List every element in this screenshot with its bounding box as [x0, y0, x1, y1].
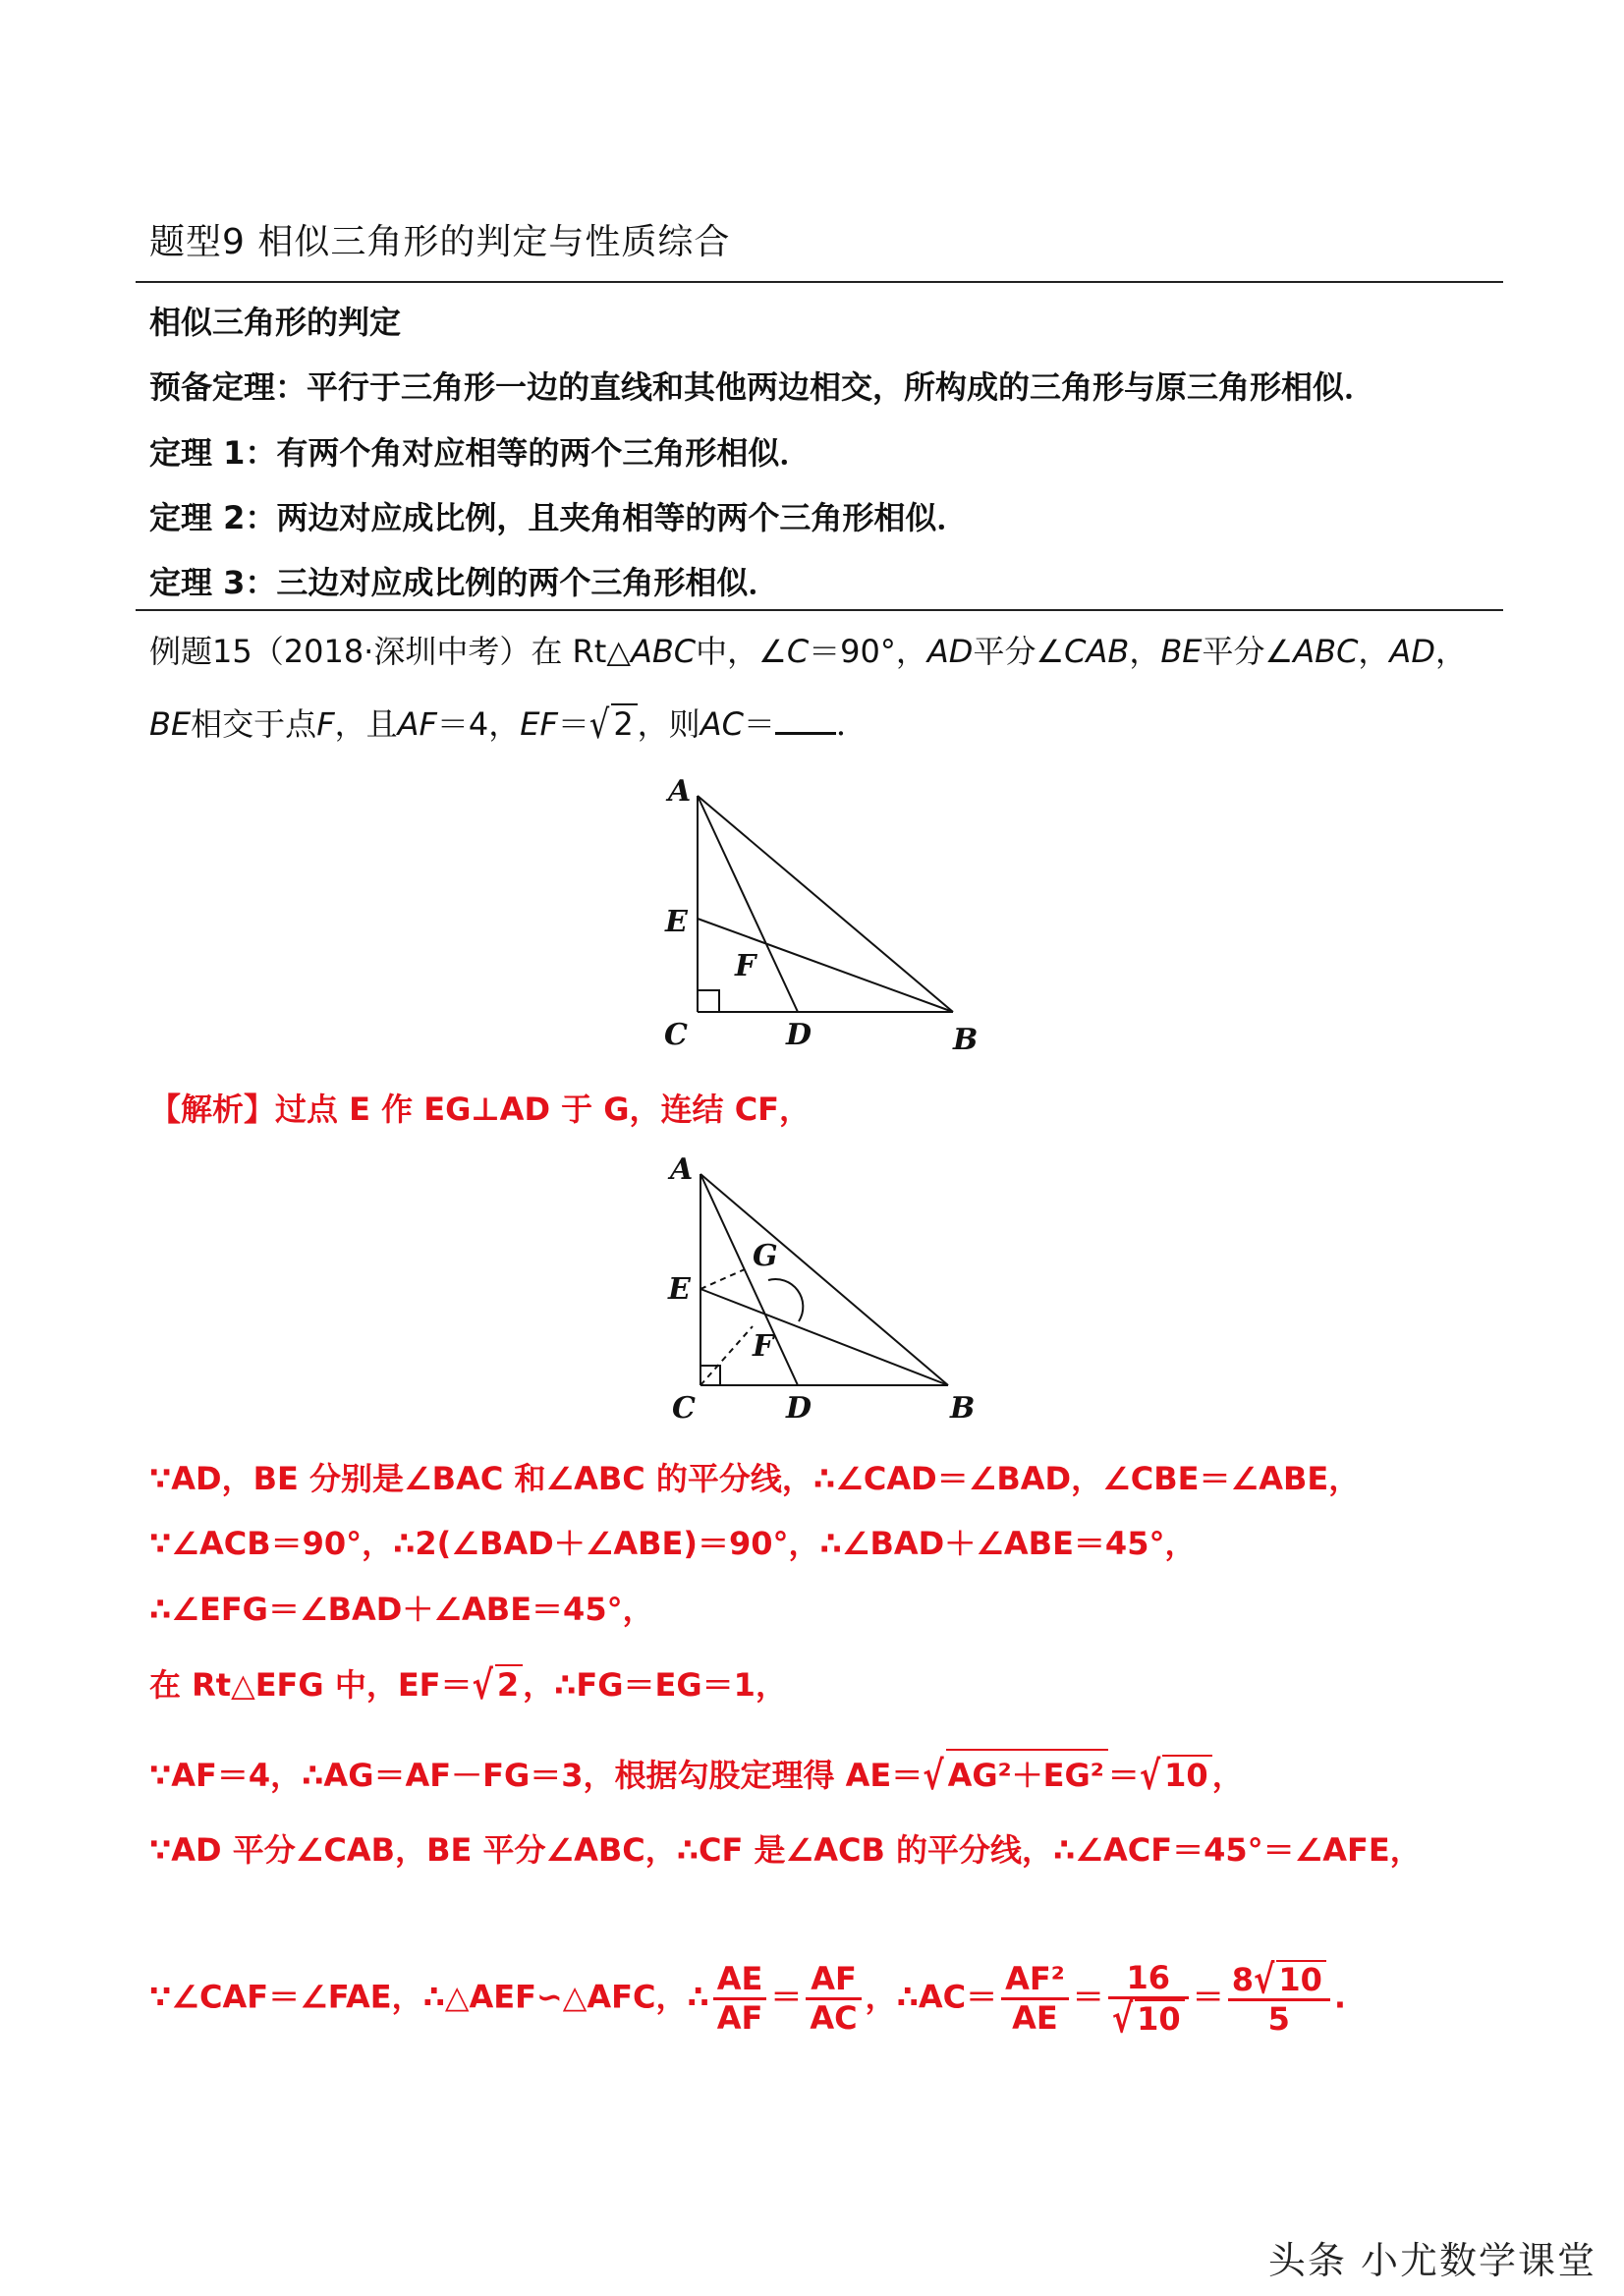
example-line-1: [149, 627, 1467, 672]
sqrt-2: √ 2: [473, 1664, 524, 1704]
numerator: AF: [806, 1961, 861, 2000]
radicand: 10: [1276, 1960, 1326, 1998]
text: ∵AF＝4，∴AG＝AF－FG＝3，根据勾股定理得 AE＝: [149, 1757, 924, 1794]
fraction-ae-af: [713, 1961, 767, 2037]
prep-text: 平行于三角形一边的直线和其他两边相交，所构成的三角形与原三角形相似．: [307, 368, 1376, 406]
watermark: 头条 小尤数学课堂: [1267, 2239, 1596, 2282]
solution-step-5: [149, 1749, 1244, 1799]
label-e: E: [665, 905, 688, 939]
var: EF: [520, 705, 558, 743]
text: ，: [1129, 633, 1161, 670]
solution-step-4: [149, 1660, 787, 1706]
var: AC: [700, 705, 744, 743]
theory-prep: [149, 363, 1375, 408]
sqrt-ag-eg: √ AG²＋EG²: [923, 1749, 1108, 1796]
text: ＝: [743, 705, 775, 743]
label-a: A: [670, 1152, 694, 1187]
var: AD: [1389, 633, 1435, 670]
figure-2-triangle: [648, 1140, 1002, 1434]
text: ＝: [770, 1978, 803, 2016]
radicand: 10: [1162, 1755, 1212, 1794]
solution-intro-text: 过点 E 作 EG⊥AD 于 G，连结 CF，: [275, 1091, 812, 1128]
text: 中，∠: [696, 633, 787, 670]
var: F: [316, 705, 335, 743]
example-source: （2018·深圳中考）: [252, 633, 532, 670]
var: BE: [149, 705, 192, 743]
text: ＝: [1107, 1757, 1140, 1794]
numerator: [1228, 1956, 1330, 2003]
text: ＝4，: [436, 705, 521, 743]
label-c: C: [664, 1018, 688, 1052]
right-angle-mark: [698, 990, 719, 1012]
t1-label: 定理 1：: [149, 434, 277, 472]
segment-eg-dashed: [700, 1269, 745, 1289]
var: CAB: [1064, 633, 1130, 670]
radicand: 10: [1135, 1999, 1185, 2038]
example-label: 例题15: [149, 633, 252, 670]
text: ，: [1434, 633, 1467, 670]
sqrt-10: √ 10: [1254, 1960, 1326, 1998]
fraction-af-ac: [806, 1961, 861, 2037]
sqrt-2: √ 2: [589, 703, 638, 743]
answer-blank: [775, 706, 836, 735]
var: C: [786, 633, 810, 670]
var: ABC: [1293, 633, 1359, 670]
solution-step-2: ∵∠ACB＝90°，∴2(∠BAD＋∠ABE)＝90°，∴∠BAD＋∠ABE＝45°，: [149, 1525, 1197, 1562]
numerator: AF²: [1001, 1961, 1069, 2000]
text: ，则: [637, 705, 700, 743]
text: ∵∠CAF＝∠FAE，∴△AEF∽△AFC，∴: [149, 1978, 709, 2016]
denominator: 5: [1267, 1999, 1290, 2038]
var: AD: [926, 633, 974, 670]
angle-arc: [768, 1279, 803, 1321]
fraction-answer: [1228, 1956, 1330, 2038]
t1-text: 有两个角对应相等的两个三角形相似．: [276, 434, 812, 472]
theory-t1: [149, 428, 811, 474]
theory-t3: [149, 558, 779, 603]
text: .: [1333, 1978, 1346, 2016]
sqrt-10: √ 10: [1112, 1999, 1185, 2038]
coefficient: 8: [1231, 1961, 1254, 1998]
solution-intro: [149, 1085, 811, 1130]
section-title: 题型9 相似三角形的判定与性质综合: [149, 222, 731, 262]
text: ，: [1358, 633, 1390, 670]
t3-text: 三边对应成比例的两个三角形相似．: [276, 564, 780, 601]
label-d: D: [786, 1018, 812, 1052]
label-d: D: [786, 1391, 812, 1426]
divider-mid: [136, 609, 1503, 611]
text: ．: [835, 705, 868, 743]
t3-label: 定理 3：: [149, 564, 277, 601]
text: 在 Rt△: [531, 633, 631, 670]
label-b: B: [950, 1391, 976, 1426]
denominator: AC: [810, 1998, 858, 2037]
sqrt-10: √ 10: [1140, 1755, 1212, 1794]
text: ＝90°，: [809, 633, 927, 670]
label-a: A: [668, 774, 692, 809]
var: AF: [397, 705, 437, 743]
denominator: AF: [716, 1998, 763, 2037]
theory-heading: 相似三角形的判定: [149, 304, 402, 341]
solution-step-6: ∵AD 平分∠CAB，BE 平分∠ABC，∴CF 是∠ACB 的平分线，∴∠ACF＝45°＝∠AFE，: [149, 1831, 1422, 1869]
label-f: F: [735, 949, 756, 983]
figure-1-triangle: [648, 766, 1002, 1066]
label-c: C: [672, 1391, 696, 1426]
radicand: 2: [495, 1664, 523, 1704]
solution-tag: 【解析】: [149, 1091, 276, 1128]
var: ABC: [630, 633, 697, 670]
text: 相交于点: [191, 705, 317, 743]
segment-cf-dashed: [700, 1326, 753, 1385]
solution-step-3: ∴∠EFG＝∠BAD＋∠ABE＝45°，: [149, 1591, 654, 1628]
radicand: 2: [611, 703, 637, 743]
text: 平分∠: [973, 633, 1065, 670]
segment-be: [700, 1289, 948, 1385]
text: ，∴AC＝: [865, 1978, 998, 2016]
example-line-2: [149, 700, 868, 748]
divider-top: [136, 281, 1503, 283]
theory-t2: [149, 493, 968, 538]
solution-step-1: ∵AD，BE 分别是∠BAC 和∠ABC 的平分线，∴∠CAD＝∠BAD，∠CBE＝∠ABE，: [149, 1460, 1361, 1497]
text: ＝: [557, 705, 589, 743]
denominator: AE: [1012, 1998, 1058, 2037]
label-b: B: [953, 1023, 979, 1057]
label-g: G: [753, 1239, 778, 1273]
prep-label: 预备定理：: [149, 368, 308, 406]
numerator: 16: [1108, 1960, 1189, 1999]
fraction-16-sqrt10: [1108, 1959, 1189, 2043]
text: ，∴FG＝EG＝1，: [523, 1666, 787, 1704]
solution-step-7: [149, 1956, 1346, 2043]
denominator: [1108, 1994, 1189, 2043]
text: ，且: [334, 705, 398, 743]
var: BE: [1160, 633, 1203, 670]
text: 在 Rt△EFG 中，EF＝: [149, 1666, 473, 1704]
fraction-af2-ae: [1001, 1961, 1069, 2037]
t2-text: 两边对应成比例，且夹角相等的两个三角形相似．: [276, 499, 969, 536]
text: 平分∠: [1202, 633, 1294, 670]
label-f: F: [753, 1329, 774, 1364]
text: ＝: [1192, 1978, 1224, 2016]
t2-label: 定理 2：: [149, 499, 277, 536]
label-e: E: [668, 1272, 691, 1307]
radicand: AG²＋EG²: [946, 1749, 1108, 1796]
text: ，: [1211, 1757, 1244, 1794]
side-ab: [700, 1174, 948, 1385]
text: ＝: [1072, 1978, 1104, 2016]
numerator: AE: [713, 1961, 767, 2000]
